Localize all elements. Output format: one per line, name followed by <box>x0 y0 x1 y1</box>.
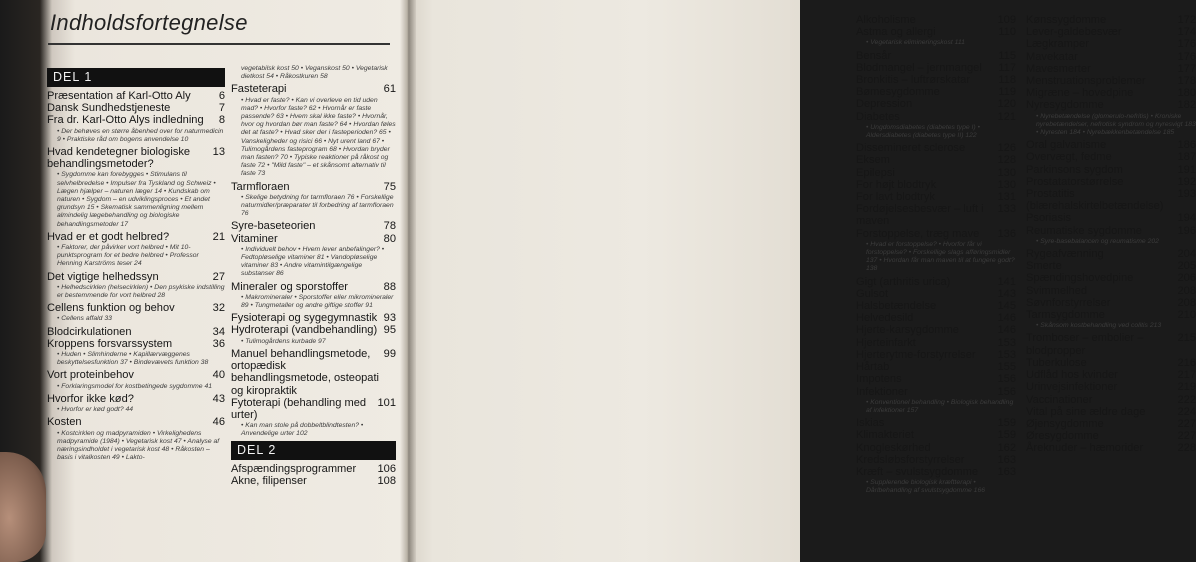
toc-subtopics: • Kostcirklen og madpyramiden • Virkelighedens madpyramide (1984) • Vegetarisk kost 47 • Analyse af næringsindholdet i vegetarisk kost 48 • Råkosten – basis i vitalkosten 49 • Lakto- <box>57 429 220 462</box>
toc-page-number: 40 <box>212 369 225 382</box>
toc-entry-title: Forstoppelse, træg mave <box>856 227 980 240</box>
toc-entry-title: Hvad kendetegner biologiske behandlingsmetoder? <box>47 146 191 171</box>
toc-page-number: 204 <box>1177 248 1196 261</box>
toc-page-number: 219 <box>1177 381 1196 394</box>
toc-entry-title: Oral galvanisme <box>1026 139 1107 152</box>
toc-entry-title: Hjerteinfarkt <box>856 336 916 349</box>
toc-page-number: 7 <box>218 102 225 115</box>
toc-entry[interactable] <box>1026 139 1196 151</box>
toc-entry-title: Psoriasis <box>1026 212 1072 225</box>
toc-entry-title: Fra dr. Karl-Otto Alys indledning <box>47 114 204 127</box>
toc-page-number: 75 <box>383 180 396 193</box>
toc-page-number: 217 <box>1177 369 1196 382</box>
toc-entry-title: Kræft – svulstsygdomme <box>856 465 979 478</box>
toc-entry-title: Smerte <box>1026 260 1062 273</box>
toc-entry[interactable] <box>231 233 396 245</box>
toc-entry[interactable] <box>856 300 1016 312</box>
toc-subtopics: • Vegetarisk elimineringskost 111 <box>866 39 965 47</box>
toc-entry-title: Prostatatorstørrelse <box>1026 175 1124 188</box>
toc-entry-title: Det vigtige helhedssyn <box>47 270 159 283</box>
toc-page-number: 110 <box>998 26 1016 39</box>
toc-page-number: 163 <box>997 465 1016 478</box>
toc-entry-title: Vital på sine ældre dage <box>1026 405 1146 418</box>
section-header: DEL 1 <box>47 68 225 87</box>
toc-page-number: 205 <box>1177 260 1196 273</box>
toc-entry-title: Gulsot <box>856 287 889 300</box>
toc-entry[interactable] <box>1026 164 1196 176</box>
toc-entry-title: Overvægt, fedme <box>1026 151 1112 164</box>
toc-entry-title: Vaccinationer <box>1026 393 1093 406</box>
right-page <box>408 0 1196 562</box>
toc-entry[interactable] <box>1026 87 1196 99</box>
page-title: Indholdsfortegnelse <box>50 10 248 35</box>
toc-entry[interactable] <box>856 228 1016 240</box>
toc-page-number: 117 <box>998 61 1016 74</box>
toc-subtopics: • Supplerende biologisk kræftterapi • Dårlbehandling af svulstsygdomme 166 <box>866 479 986 495</box>
toc-subtopics: • Helhedscirklen (helsecirklen) • Den psykiske indstilling er bestemmende for vort helbred 28 <box>57 283 225 300</box>
toc-entry[interactable] <box>1026 75 1196 87</box>
toc-entry-title: Depression <box>856 98 913 111</box>
section-header: DEL 2 <box>231 441 396 460</box>
toc-entry-title: Migræne – hovedpine <box>1026 87 1134 100</box>
toc-page-number: 101 <box>377 396 396 409</box>
toc-subtopics: • Cellens affald 33 <box>57 315 112 323</box>
toc-entry-title: Kredsløbsforstyrrelser <box>856 453 965 466</box>
toc-entry[interactable] <box>1026 14 1196 26</box>
toc-entry-title: Fysioterapi og sygegymnastik <box>231 312 378 325</box>
toc-entry-title: Lægkramper <box>1026 38 1089 51</box>
toc-entry[interactable] <box>856 50 1016 62</box>
toc-entry-title: Bømesygdomme <box>856 86 940 99</box>
toc-entry[interactable] <box>231 181 396 193</box>
toc-entry-title: Nyresygdomme <box>1026 99 1104 112</box>
toc-entry-title: Halsbetændelse <box>856 300 937 313</box>
toc-entry[interactable] <box>856 74 1016 86</box>
toc-entry[interactable] <box>856 429 1016 441</box>
toc-page-number: 118 <box>998 74 1016 87</box>
toc-page-number: 159 <box>997 417 1016 430</box>
toc-subtopics: • Faktorer, der påvirker vort helbred • Mit 10-punktsprogram for et bedre helbred • Professor Henning Karströms teser 24 <box>57 244 199 268</box>
toc-entry[interactable] <box>47 416 225 428</box>
toc-entry[interactable] <box>856 167 1016 179</box>
toc-entry[interactable] <box>1026 26 1196 38</box>
toc-page-number: 128 <box>997 154 1016 167</box>
toc-entry[interactable] <box>856 288 1016 300</box>
toc-entry[interactable] <box>47 369 225 381</box>
toc-page-number: 163 <box>997 453 1016 466</box>
toc-entry[interactable] <box>1026 176 1196 188</box>
toc-entry-title: Øjensygdomme <box>1026 417 1104 430</box>
toc-subtopics: • Kan man stole på dobbeltblindtesten? • Anvendelige urter 102 <box>241 422 364 438</box>
toc-entry[interactable] <box>231 348 396 397</box>
toc-entry-title: Reumatiske sygdomme <box>1026 224 1142 237</box>
left-page <box>0 0 408 562</box>
toc-entry[interactable] <box>231 324 396 336</box>
toc-page-number: 78 <box>383 220 396 233</box>
toc-entry-title: Fasteterapi <box>231 83 287 96</box>
toc-entry-title: Åreknuder – hæmorider <box>1026 442 1144 455</box>
toc-subtopics: vegetabilsk kost 50 • Veganskost 50 • Vegetarisk dietkost 54 • Råkostkuren 58 <box>241 65 388 81</box>
toc-entry[interactable] <box>231 463 396 475</box>
toc-entry[interactable] <box>856 349 1016 361</box>
toc-entry[interactable] <box>856 154 1016 166</box>
toc-page-number: 46 <box>212 416 225 429</box>
toc-entry-title: Tromboser – embolier – blodpropper <box>1026 332 1144 357</box>
toc-column-right-2 <box>1026 14 1196 455</box>
toc-entry-title: Syre-baseteorien <box>231 220 316 233</box>
toc-page-number: 228 <box>1177 442 1196 455</box>
toc-page-number: 95 <box>383 324 396 337</box>
toc-entry[interactable] <box>1026 225 1196 237</box>
toc-entry[interactable] <box>47 231 225 243</box>
toc-page-number: 210 <box>1177 309 1196 322</box>
toc-entry[interactable] <box>47 326 225 338</box>
toc-page-number: 136 <box>997 227 1016 240</box>
toc-entry[interactable] <box>1026 285 1196 297</box>
toc-entry-title: Diabetes <box>856 110 900 123</box>
toc-subtopics: • Sygdomme kan forebygges • Stimulans til selvhelbredelse • Impulser fra Tyskland og Schweiz • Lægen hjælper – naturen læger 14 • Kundskab om naturen • Sygdom – en udviklingsproces • Et andet grundsyn 15 • Skematisk sammenligning mellem almindelig lægebehandling og biologiske behandlingsmetoder 17 <box>57 171 216 228</box>
toc-page-number: 61 <box>383 83 396 96</box>
toc-entry[interactable] <box>1026 442 1196 454</box>
toc-entry[interactable] <box>47 146 225 170</box>
toc-entry-title: Menstruationsproblemer <box>1026 75 1146 88</box>
toc-entry[interactable] <box>1026 297 1196 309</box>
toc-entry-title: Mavekatar <box>1026 50 1078 63</box>
toc-page-number: 224 <box>1177 405 1196 418</box>
toc-entry-title: Vort proteinbehov <box>47 369 134 382</box>
toc-entry[interactable] <box>1026 51 1196 63</box>
toc-entry[interactable] <box>1026 99 1196 111</box>
toc-entry[interactable] <box>856 62 1016 74</box>
toc-entry-title: Udflåd hos kvinder <box>1026 369 1118 382</box>
toc-entry[interactable] <box>856 312 1016 324</box>
toc-entry-title: Knogleskørhed <box>856 441 931 454</box>
toc-entry[interactable] <box>1026 406 1196 418</box>
toc-page-number: 172 <box>1177 14 1196 26</box>
toc-entry-title: Kosten <box>47 416 82 429</box>
toc-entry[interactable] <box>47 114 225 126</box>
toc-entry[interactable] <box>856 442 1016 454</box>
toc-entry[interactable] <box>1026 309 1196 321</box>
toc-page-number: 146 <box>997 324 1016 337</box>
toc-entry[interactable] <box>231 312 396 324</box>
toc-page-number: 222 <box>1177 393 1196 406</box>
toc-entry-title: Dansk Sundhedstjeneste <box>47 102 171 115</box>
toc-entry-title: Tarmsygdomme <box>1026 309 1105 322</box>
toc-entry[interactable] <box>856 26 1016 38</box>
toc-page-number: 176 <box>1177 38 1196 51</box>
toc-subtopics: • Hvad er faste? • Kan vi overleve en tid uden mad? • Hvorfor faste? 62 • Hvornår er faste passende? 63 • Hvem skal ikke faste? • Hvornår, hvor og hvordan bør man faste? 64 • Hvordan føles det at faste? • Hvad sker der i fasteperioden? 65 • Vanskeligheder og risici 66 • Nyt urent land 67 • Tulimogårdens fasteprogram 68 • Hvordan bryder man fasten? 70 • Typiske reaktioner på råkost og faste 72 • "Mild faste" – et skånsomt alternativ til faste 73 <box>241 96 396 178</box>
toc-entry-title: Hjerte-karsygdomme <box>856 324 959 337</box>
toc-column-left-1 <box>47 66 225 464</box>
toc-page-number: 141 <box>997 275 1016 288</box>
toc-entry[interactable] <box>1026 418 1196 430</box>
toc-page-number: 153 <box>997 336 1016 349</box>
toc-entry-title: Hydroterapi (vandbehandling) <box>231 324 378 337</box>
toc-entry-title: Vitaminer <box>231 232 278 245</box>
toc-entry[interactable] <box>1026 430 1196 442</box>
toc-entry-title: Hvad er et godt helbred? <box>47 230 170 243</box>
toc-page-number: 178 <box>1177 75 1196 88</box>
toc-subtopics: • Ungdomsdiabetes (diabetes type I) • Aldersdiabetes (diabetes type II) 122 <box>866 123 980 140</box>
toc-entry-title: Gigt (arthritis urica) <box>856 275 951 288</box>
toc-entry[interactable] <box>856 386 1016 398</box>
toc-page-number: 191 <box>1177 163 1196 176</box>
toc-entry-title: Mineraler og sporstoffer <box>231 280 348 293</box>
toc-entry-title: Blodmangel – jernmangel <box>856 61 982 74</box>
toc-page-number: 153 <box>997 348 1016 361</box>
toc-page-number: 193 <box>1177 188 1196 201</box>
toc-page-number: 133 <box>997 203 1016 216</box>
toc-page-number: 106 <box>377 462 396 475</box>
toc-entry[interactable] <box>1026 272 1196 284</box>
toc-page-number: 187 <box>1177 151 1196 164</box>
toc-entry[interactable] <box>1026 394 1196 406</box>
toc-entry[interactable] <box>856 373 1016 385</box>
toc-page-number: 208 <box>1177 284 1196 297</box>
toc-page-number: 155 <box>997 361 1016 374</box>
toc-entry[interactable] <box>856 417 1016 429</box>
toc-entry-title: Søvnforstyrrelser <box>1026 296 1111 309</box>
toc-page-number: 182 <box>1177 99 1196 112</box>
toc-entry-title: Iskias <box>856 417 885 430</box>
toc-entry[interactable] <box>231 83 396 95</box>
toc-entry-title: Fytoterapi (behandling med urter) <box>231 396 367 421</box>
toc-entry[interactable] <box>1026 381 1196 393</box>
toc-page-number: 109 <box>997 14 1016 26</box>
toc-page-number: 180 <box>1177 87 1196 100</box>
toc-page-number: 43 <box>212 392 225 405</box>
toc-page-number: 208 <box>1177 296 1196 309</box>
toc-page-number: 227 <box>1177 417 1196 430</box>
toc-entry-title: Dissemineret sclerose <box>856 142 966 155</box>
toc-page-number: 119 <box>998 86 1016 99</box>
toc-subtopics: • Syre-basebalancen og reumatisme 202 <box>1036 237 1159 245</box>
toc-entry[interactable] <box>231 397 396 421</box>
toc-page-number: 156 <box>997 385 1016 398</box>
toc-entry-title: Impotens <box>856 373 902 386</box>
toc-page-number: 227 <box>1177 430 1196 443</box>
toc-page-number: 21 <box>212 230 225 243</box>
toc-entry[interactable] <box>856 142 1016 154</box>
toc-entry-title: For højt blodtryk <box>856 178 937 191</box>
toc-entry[interactable] <box>1026 332 1196 356</box>
toc-entry-title: Helvedesild <box>856 312 914 325</box>
toc-subtopics: • Makromineraler • Sporstoffer eller mikromineraler 89 • Tungmetaller og andre giftige stoffer 91 <box>241 293 394 310</box>
toc-page-number: 115 <box>998 49 1016 62</box>
title-rule <box>48 43 390 45</box>
toc-entry-title: Parkinsons sygdom <box>1026 163 1123 176</box>
toc-entry[interactable] <box>47 271 225 283</box>
toc-page-number: 176 <box>1177 50 1196 63</box>
toc-page-number: 177 <box>1177 62 1196 75</box>
toc-page-number: 192 <box>1177 175 1196 188</box>
toc-page-number: 159 <box>997 429 1016 442</box>
toc-entry-title: Bensår <box>856 49 892 62</box>
toc-entry[interactable] <box>856 14 1016 26</box>
toc-entry-title: Kønssygdomme <box>1026 14 1107 26</box>
toc-page-number: 34 <box>212 325 225 338</box>
toc-entry-title: Cellens funktion og behov <box>47 302 175 315</box>
toc-subtopics: • Hvad er forstoppelse? • Hvorfor får vi forstoppelse? • Forskellige slags afføringsmidler 137 • Hvordan får man maven til at fungere godt? 138 <box>866 240 1015 273</box>
toc-entry[interactable] <box>856 337 1016 349</box>
toc-entry[interactable] <box>1026 369 1196 381</box>
toc-subtopics: • Konventionel behandling • Biologisk behandling af infektioner 157 <box>866 398 1014 414</box>
toc-entry-title: Rygeafvænning <box>1026 248 1104 261</box>
toc-subtopics: • Skånsom kostbehandling ved colitis 213 <box>1036 322 1162 330</box>
toc-page-number: 99 <box>383 347 396 360</box>
toc-entry[interactable] <box>231 475 396 487</box>
toc-entry-title: Tarmfloraen <box>231 180 290 193</box>
toc-entry-title: Bronkitis – luftrørskatar <box>856 74 971 87</box>
toc-entry-title: Infektioner <box>856 385 908 398</box>
toc-entry[interactable] <box>47 90 225 102</box>
toc-entry[interactable] <box>856 179 1016 191</box>
toc-page-number: 93 <box>383 312 396 325</box>
toc-page-number: 32 <box>212 302 225 315</box>
toc-page-number: 36 <box>212 337 225 350</box>
toc-entry-title: Præsentation af Karl-Otto Aly <box>47 90 191 102</box>
toc-page-number: 80 <box>383 232 396 245</box>
toc-entry[interactable] <box>856 98 1016 110</box>
toc-entry-title: Lever-galdebesvær <box>1026 26 1122 39</box>
toc-entry[interactable] <box>1026 151 1196 163</box>
toc-column-right-1 <box>856 14 1016 498</box>
toc-subtopics: • Nyrebetændelse (glomerulo-nefritis) • Kroniske nyrebetændelser, nefrotisk syndrom og nyresvigt 183 • Nyresten 184 • Nyrebækkenbetændelse 185 <box>1036 112 1196 137</box>
toc-page-number: 146 <box>997 312 1016 325</box>
toc-entry-title: Urinvejsinfektioner <box>1026 381 1118 394</box>
toc-column-left-2 <box>231 64 396 487</box>
toc-subtopics: • Skelige betydning for tarmfloraen 76 • Forskellige naturmidler/præparater til forbedring af tarmfloraen 76 <box>241 193 394 218</box>
toc-entry[interactable] <box>1026 63 1196 75</box>
toc-page-number: 88 <box>383 280 396 293</box>
toc-entry-title: Klimakteriet <box>856 429 914 442</box>
toc-page-number: 131 <box>997 191 1016 204</box>
toc-subtopics: • Huden • Slimhinderne • Kapillærvæggenes beskyttelsesfunktion 37 • Bindevævets funktion 38 <box>57 351 209 367</box>
toc-entry-title: Spændingshovedpine <box>1026 272 1134 285</box>
toc-entry-title: Astma og allergi <box>856 26 936 39</box>
toc-page-number: 108 <box>377 474 396 487</box>
toc-entry-title: Hjerterytme-forstyrrelser <box>856 348 976 361</box>
toc-entry[interactable] <box>47 393 225 405</box>
toc-page-number: 130 <box>997 166 1016 179</box>
toc-subtopics: • Der behøves en større åbenhed over for naturmedicin 9 • Praktiske råd om bogens anvendelse 10 <box>57 127 224 143</box>
toc-page-number: 174 <box>1177 26 1196 39</box>
toc-entry[interactable] <box>47 102 225 114</box>
toc-entry[interactable] <box>47 302 225 314</box>
toc-entry-title: Fordøjelsesbesvær – luft i maven <box>856 203 984 228</box>
toc-entry-title: For lavt blodtryk <box>856 191 935 204</box>
toc-page-number: 121 <box>997 110 1016 123</box>
toc-entry-title: Svimmelhed <box>1026 284 1088 297</box>
toc-page-number: 206 <box>1177 272 1196 285</box>
toc-entry[interactable] <box>856 324 1016 336</box>
toc-subtopics: • Tulimogårdens kurbade 97 <box>241 337 326 345</box>
toc-entry-title: Kroppens forsvarssystem <box>47 337 173 350</box>
toc-page-number: 145 <box>997 300 1016 313</box>
toc-page-number: 120 <box>997 98 1016 111</box>
toc-entry[interactable] <box>856 361 1016 373</box>
toc-page-number: 27 <box>212 270 225 283</box>
toc-entry-title: Afspændingsprogrammer <box>231 462 357 475</box>
toc-entry[interactable] <box>1026 212 1196 224</box>
toc-page-number: 196 <box>1177 224 1196 237</box>
toc-entry-title: Eksem <box>856 154 890 167</box>
toc-page-number: 13 <box>212 146 225 159</box>
toc-entry[interactable] <box>1026 248 1196 260</box>
toc-entry[interactable] <box>856 454 1016 466</box>
toc-entry-title: Blodcirkulationen <box>47 325 132 338</box>
toc-entry[interactable] <box>856 276 1016 288</box>
toc-entry[interactable] <box>47 338 225 350</box>
toc-entry[interactable] <box>231 281 396 293</box>
toc-subtopics: • Individuelt behov • Hvem lever anbefalinger? • Fedtopløselige vitaminer 81 • Vandopløselige vitaminer 83 • Andre vitamintilgængelige substanser 86 <box>241 245 385 278</box>
toc-page-number: 130 <box>997 178 1016 191</box>
toc-page-number: 216 <box>1177 356 1196 369</box>
toc-entry[interactable] <box>856 86 1016 98</box>
toc-entry-title: Hårtab <box>856 361 890 374</box>
toc-subtopics: • Forklaringsmodel for kostbetingede sygdomme 41 <box>57 382 213 390</box>
toc-entry-title: Hvorfor ikke kød? <box>47 392 134 405</box>
toc-entry-title: Tuberkulose <box>1026 356 1087 369</box>
toc-entry[interactable] <box>856 191 1016 203</box>
toc-page-number: 162 <box>997 441 1016 454</box>
toc-entry[interactable] <box>1026 357 1196 369</box>
toc-entry-title: Manuel behandlingsmetode, ortopædisk behandlingsmetode, osteopati og kiropraktik <box>231 347 380 397</box>
toc-page-number: 6 <box>218 90 225 102</box>
toc-page-number: 215 <box>1177 332 1196 345</box>
toc-entry-title: Prostatitis (blærehalskirtelbetændelse) <box>1026 188 1164 213</box>
toc-entry[interactable] <box>1026 38 1196 50</box>
toc-entry-title: Epilepsi <box>856 166 895 179</box>
toc-page-number: 156 <box>997 373 1016 386</box>
toc-entry[interactable] <box>856 466 1016 478</box>
toc-entry[interactable] <box>856 203 1016 227</box>
toc-entry[interactable] <box>856 111 1016 123</box>
toc-entry-title: Akne, filipenser <box>231 474 307 487</box>
book-spine <box>400 0 416 562</box>
toc-entry-title: Mavesmerter <box>1026 62 1091 75</box>
toc-entry[interactable] <box>1026 260 1196 272</box>
toc-page-number: 8 <box>218 114 225 127</box>
toc-entry[interactable] <box>1026 188 1196 212</box>
toc-entry-title: Alkoholisme <box>856 14 916 26</box>
toc-entry[interactable] <box>231 220 396 232</box>
toc-page-number: 194 <box>1177 212 1196 225</box>
toc-page-number: 186 <box>1177 139 1196 152</box>
toc-subtopics: • Hvorfor er kød godt? 44 <box>57 406 134 414</box>
toc-page-number: 143 <box>997 287 1016 300</box>
toc-page-number: 126 <box>997 142 1016 155</box>
toc-entry-title: Øresygdomme <box>1026 430 1099 443</box>
